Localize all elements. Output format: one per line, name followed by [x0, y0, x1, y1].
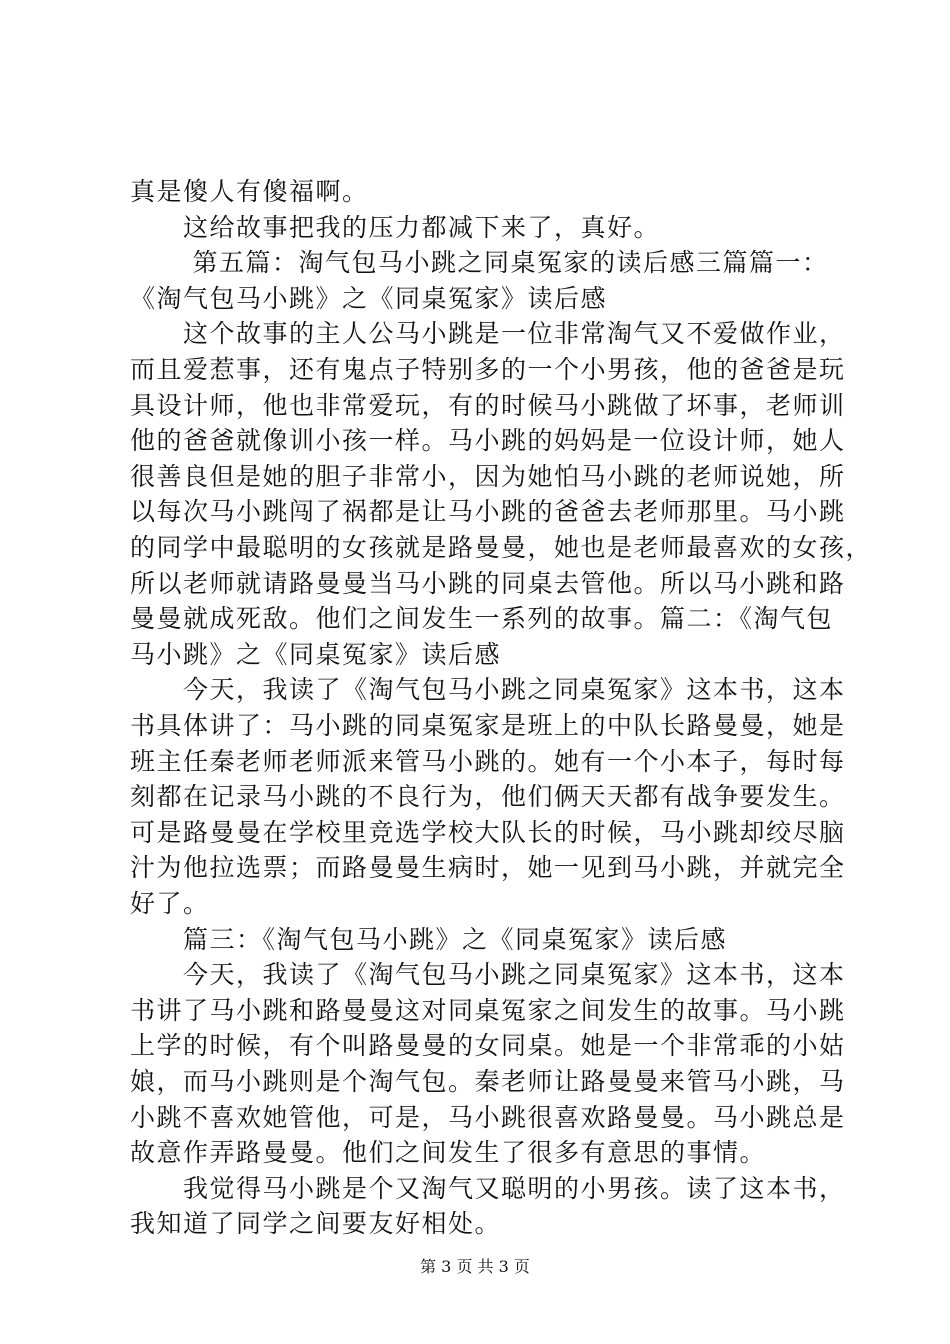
text-line: 我知道了同学之间要友好相处。 — [130, 1209, 502, 1239]
text-line: 刻都在记录马小跳的不良行为，他们俩天天都有战争要发生。 — [130, 782, 846, 812]
text-line: 今天，我读了《淘气包马小跳之同桌冤家》这本书，这本 — [130, 960, 846, 990]
text-line: 小跳不喜欢她管他，可是，马小跳很喜欢路曼曼。马小跳总是 — [130, 1102, 846, 1132]
text-line: 篇三：《淘气包马小跳》之《同桌冤家》读后感 — [130, 924, 728, 954]
page-footer: 第 3 页 共 3 页 — [420, 1257, 530, 1276]
text-line: 他的爸爸就像训小孩一样。马小跳的妈妈是一位设计师，她人 — [130, 426, 846, 456]
text-line: 娘，而马小跳则是个淘气包。秦老师让路曼曼来管马小跳，马 — [130, 1067, 846, 1096]
text-line: 第五篇：淘气包马小跳之同桌冤家的读后感三篇篇一： — [130, 248, 829, 278]
text-line: 可是路曼曼在学校里竞选学校大队长的时候，马小跳却绞尽脑 — [130, 817, 846, 847]
text-line: 这个故事的主人公马小跳是一位非常淘气又不爱做作业， — [130, 319, 846, 349]
text-line: 今天，我读了《淘气包马小跳之同桌冤家》这本书，这本 — [130, 675, 846, 705]
text-line: 好了。 — [130, 889, 210, 918]
text-line: 真是傻人有傻福啊。 — [130, 177, 369, 206]
text-line: 曼曼就成死敌。他们之间发生一系列的故事。篇二：《淘气包 — [130, 604, 834, 634]
text-line: 具设计师，他也非常爱玩，有的时候马小跳做了坏事，老师训 — [130, 390, 846, 420]
text-line: 以每次马小跳闯了祸都是让马小跳的爸爸去老师那里。马小跳 — [130, 497, 846, 527]
text-line: 班主任秦老师老师派来管马小跳的。她有一个小本子，每时每 — [130, 746, 846, 776]
text-line: 故意作弄路曼曼。他们之间发生了很多有意思的事情。 — [130, 1138, 767, 1168]
text-line: 汁为他拉选票；而路曼曼生病时，她一见到马小跳，并就完全 — [130, 853, 846, 883]
text-line: 所以老师就请路曼曼当马小跳的同桌去管他。所以马小跳和路 — [130, 568, 846, 598]
text-line: 《淘气包马小跳》之《同桌冤家》读后感 — [130, 283, 608, 313]
text-line: 书具体讲了：马小跳的同桌冤家是班上的中队长路曼曼，她是 — [130, 711, 846, 740]
text-line: 书讲了马小跳和路曼曼这对同桌冤家之间发生的故事。马小跳 — [130, 995, 846, 1025]
text-line: 很善良但是她的胆子非常小，因为她怕马小跳的老师说她，所 — [130, 461, 846, 491]
text-line: 我觉得马小跳是个又淘气又聪明的小男孩。读了这本书， — [130, 1173, 846, 1203]
text-line: 上学的时候，有个叫路曼曼的女同桌。她是一个非常乖的小姑 — [130, 1031, 846, 1061]
text-line: 而且爱惹事，还有鬼点子特别多的一个小男孩，他的爸爸是玩 — [130, 355, 846, 384]
text-line: 马小跳》之《同桌冤家》读后感 — [130, 639, 502, 669]
text-line: 这给故事把我的压力都减下来了，真好。 — [130, 212, 661, 242]
text-line: 的同学中最聪明的女孩就是路曼曼，她也是老师最喜欢的女孩， — [130, 533, 873, 562]
